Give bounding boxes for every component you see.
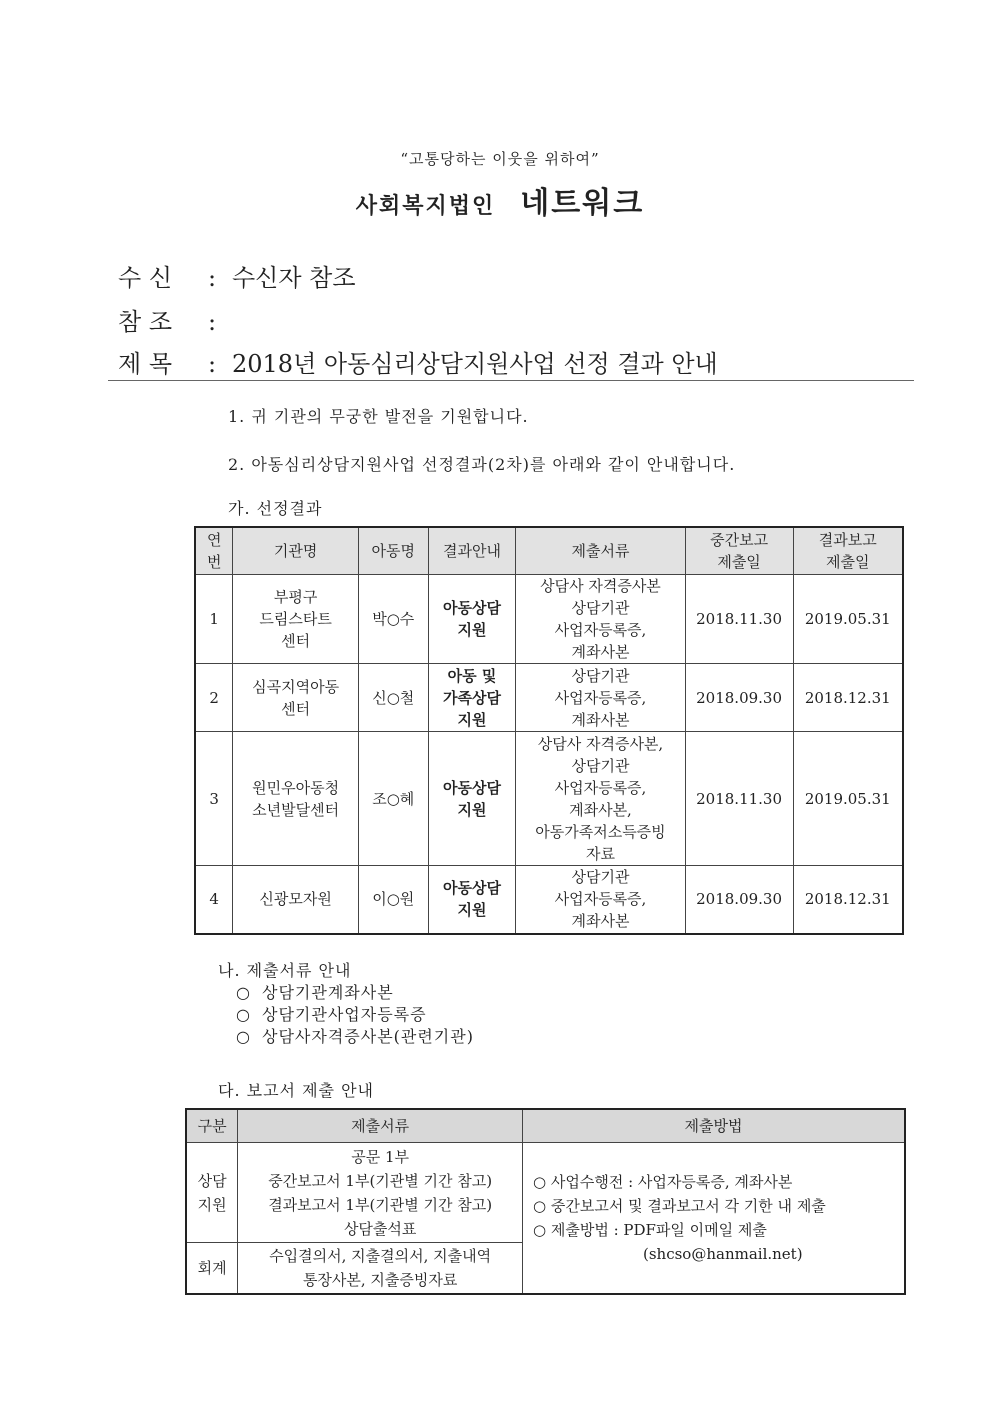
method-item: ○ 중간보고서 및 결과보고서 각 기한 내 제출 <box>533 1197 826 1215</box>
col-header-no: 연 번 <box>195 527 233 575</box>
col-header-result: 결과안내 <box>428 527 516 575</box>
cell-result: 아동상담 지원 <box>428 866 516 934</box>
paragraph-2: 2. 아동심리상담지원사업 선정결과(2차)를 아래와 같이 안내합니다. <box>228 455 736 474</box>
cell-final-date: 2019.05.31 <box>793 575 903 664</box>
documents-list <box>236 982 474 1048</box>
bullet-circle-icon: ○ <box>236 1027 251 1046</box>
list-item: ○ 상담기관계좌사본 <box>236 983 394 1002</box>
reference-row <box>118 302 232 337</box>
cell-no: 2 <box>195 664 233 732</box>
organization-title <box>0 178 1000 222</box>
list-item: ○ 상담사자격증사본(관련기관) <box>236 1027 474 1046</box>
org-name-logo: 네트워크 <box>520 186 645 221</box>
cell-result: 아동상담 지원 <box>428 732 516 866</box>
col-header-final-date: 결과보고 제출일 <box>793 527 903 575</box>
separator: : <box>208 308 217 336</box>
bullet-circle-icon: ○ <box>236 983 251 1002</box>
cell-category: 회계 <box>186 1243 238 1295</box>
separator: : <box>208 264 217 292</box>
recipient-value: 수신자 참조 <box>232 264 356 292</box>
col-header-docs: 제출서류 <box>238 1109 523 1143</box>
col-header-agency: 기관명 <box>233 527 358 575</box>
cell-final-date: 2018.12.31 <box>793 866 903 934</box>
cell-agency: 신광모자원 <box>233 866 358 934</box>
subject-value: 2018년 아동심리상담지원사업 선정 결과 안내 <box>232 350 718 378</box>
col-header-docs: 제출서류 <box>516 527 685 575</box>
table-row <box>186 1143 905 1243</box>
cell-agency: 심곡지역아동 센터 <box>233 664 358 732</box>
recipient-row <box>118 258 356 293</box>
cell-child: 박○수 <box>358 575 428 664</box>
cell-no: 4 <box>195 866 233 934</box>
email-address: (shcso@hanmail.net) <box>643 1245 803 1263</box>
slogan: “고통당하는 이웃을 위하여” <box>400 150 600 168</box>
cell-child: 신○철 <box>358 664 428 732</box>
cell-mid-date: 2018.09.30 <box>685 866 793 934</box>
cell-docs: 상담기관 사업자등록증, 계좌사본 <box>516 664 685 732</box>
cell-docs: 상담기관 사업자등록증, 계좌사본 <box>516 866 685 934</box>
cell-agency: 원민우아동청 소년발달센터 <box>233 732 358 866</box>
documents-heading: 나. 제출서류 안내 <box>218 961 352 980</box>
cell-docs: 상담사 자격증사본, 상담기관 사업자등록증, 계좌사본, 아동가족저소득증빙 자료 <box>516 732 685 866</box>
cell-mid-date: 2018.09.30 <box>685 664 793 732</box>
report-table <box>185 1108 906 1295</box>
table-row <box>195 732 903 866</box>
selection-heading: 가. 선정결과 <box>228 499 323 518</box>
cell-result: 아동 및 가족상담 지원 <box>428 664 516 732</box>
cell-final-date: 2019.05.31 <box>793 732 903 866</box>
table-row <box>195 664 903 732</box>
org-prefix: 사회복지법인 <box>355 194 496 219</box>
bullet-circle-icon: ○ <box>236 1005 251 1024</box>
reference-label: 참 조 <box>118 308 172 336</box>
table-header-row <box>186 1109 905 1143</box>
subject-row <box>118 344 718 379</box>
report-heading: 다. 보고서 제출 안내 <box>218 1081 374 1100</box>
selection-table <box>194 526 904 935</box>
paragraph-1: 1. 귀 기관의 무궁한 발전을 기원합니다. <box>228 407 529 426</box>
cell-docs: 공문 1부 중간보고서 1부(기관별 기간 참고) 결과보고서 1부(기관별 기간 참고) 상담출석표 <box>238 1143 523 1243</box>
cell-category: 상담 지원 <box>186 1143 238 1243</box>
col-header-category: 구분 <box>186 1109 238 1143</box>
cell-mid-date: 2018.11.30 <box>685 575 793 664</box>
cell-final-date: 2018.12.31 <box>793 664 903 732</box>
cell-no: 1 <box>195 575 233 664</box>
list-item: ○ 상담기관사업자등록증 <box>236 1005 427 1024</box>
cell-child: 이○원 <box>358 866 428 934</box>
cell-docs: 상담사 자격증사본 상담기관 사업자등록증, 계좌사본 <box>516 575 685 664</box>
method-item: ○ 제출방법 : PDF파일 이메일 제출 <box>533 1221 767 1239</box>
cell-child: 조○혜 <box>358 732 428 866</box>
table-row <box>195 866 903 934</box>
cell-result: 아동상담 지원 <box>428 575 516 664</box>
recipient-label: 수 신 <box>118 264 172 292</box>
col-header-child: 아동명 <box>358 527 428 575</box>
col-header-method: 제출방법 <box>523 1109 906 1143</box>
cell-method <box>523 1143 906 1295</box>
subject-label: 제 목 <box>118 350 172 378</box>
table-row <box>195 575 903 664</box>
table-header-row <box>195 527 903 575</box>
col-header-mid-date: 중간보고 제출일 <box>685 527 793 575</box>
cell-no: 3 <box>195 732 233 866</box>
cell-docs: 수입결의서, 지출결의서, 지출내역 통장사본, 지출증빙자료 <box>238 1243 523 1295</box>
cell-mid-date: 2018.11.30 <box>685 732 793 866</box>
method-item: ○ 사업수행전 : 사업자등록증, 계좌사본 <box>533 1173 793 1191</box>
cell-agency: 부평구 드림스타트 센터 <box>233 575 358 664</box>
separator: : <box>208 350 217 378</box>
header-divider <box>108 380 914 381</box>
